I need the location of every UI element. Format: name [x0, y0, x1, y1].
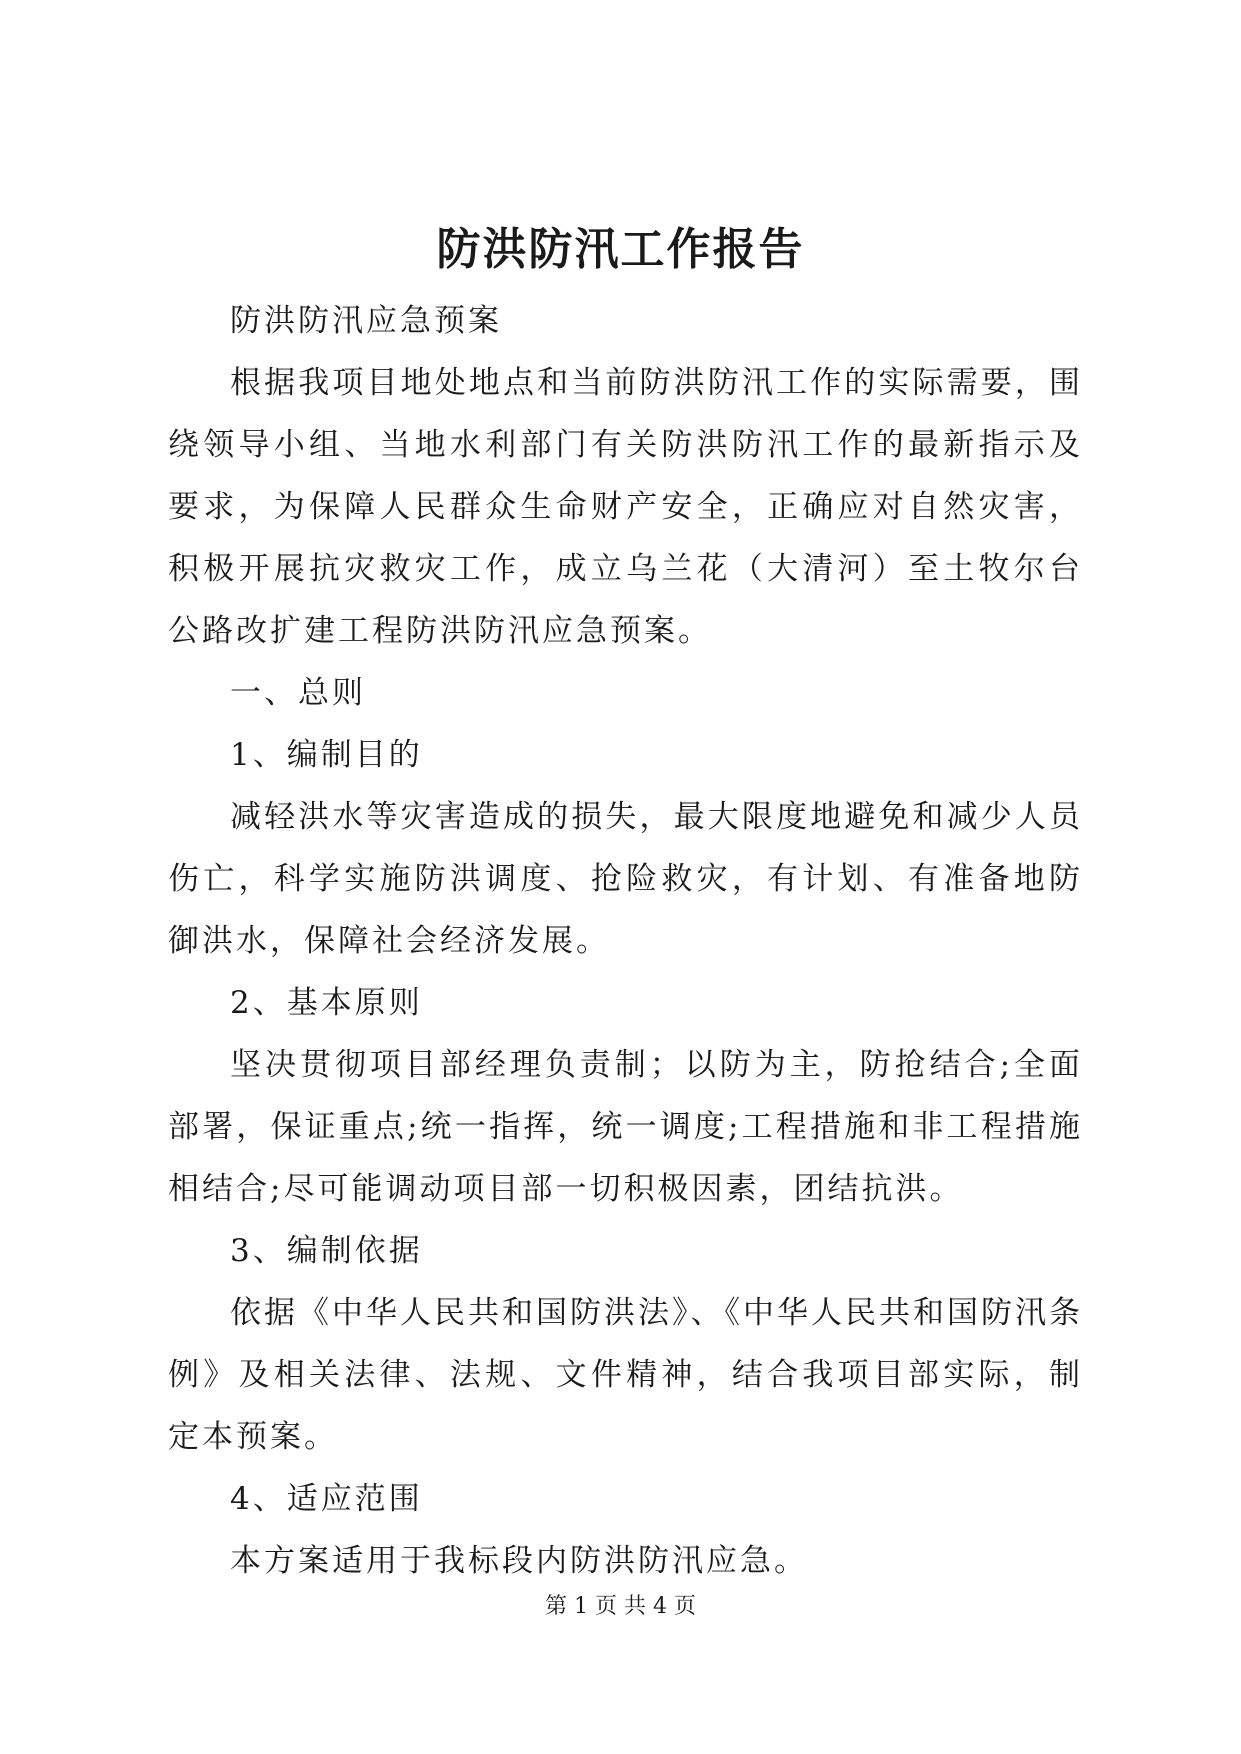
paragraph-intro: 根据我项目地处地点和当前防洪防汛工作的实际需要，围绕领导小组、当地水利部门有关防洪防汛工作的最新指示及要求，为保障人民群众生命财产安全，正确应对自然灾害，积极开展抗灾救灾工作，成立乌兰花（大清河）至土牧尔台公路改扩建工程防洪防汛应急预案。	[168, 365, 1083, 649]
paragraph-principles: 坚决贯彻项目部经理负责制；以防为主，防抢结合;全面部署，保证重点;统一指挥，统一调度;工程措施和非工程措施相结合;尽可能调动项目部一切积极因素，团结抗洪。	[168, 1047, 1083, 1207]
page-footer: 第 1 页 共 4 页	[545, 1594, 696, 1619]
section-heading-general: 一、总则	[230, 675, 366, 711]
document-title: 防洪防汛工作报告	[436, 224, 805, 275]
paragraph-purpose: 减轻洪水等灾害造成的损失，最大限度地避免和减少人员伤亡，科学实施防洪调度、抢险救灾，有计划、有准备地防御洪水，保障社会经济发展。	[168, 799, 1083, 959]
paragraph-scope: 本方案适用于我标段内防洪防汛应急。	[230, 1543, 808, 1579]
paragraph-subtitle: 防洪防汛应急预案	[230, 303, 502, 339]
subsection-heading-scope: 4、适应范围	[230, 1481, 423, 1517]
subsection-heading-principles: 2、基本原则	[230, 985, 423, 1021]
document-body	[168, 290, 1083, 1592]
subsection-heading-basis: 3、编制依据	[230, 1233, 423, 1269]
paragraph-basis: 依据《中华人民共和国防洪法》、《中华人民共和国防汛条例》及相关法律、法规、文件精神，结合我项目部实际，制定本预案。	[168, 1295, 1083, 1455]
subsection-heading-purpose: 1、编制目的	[230, 737, 423, 773]
